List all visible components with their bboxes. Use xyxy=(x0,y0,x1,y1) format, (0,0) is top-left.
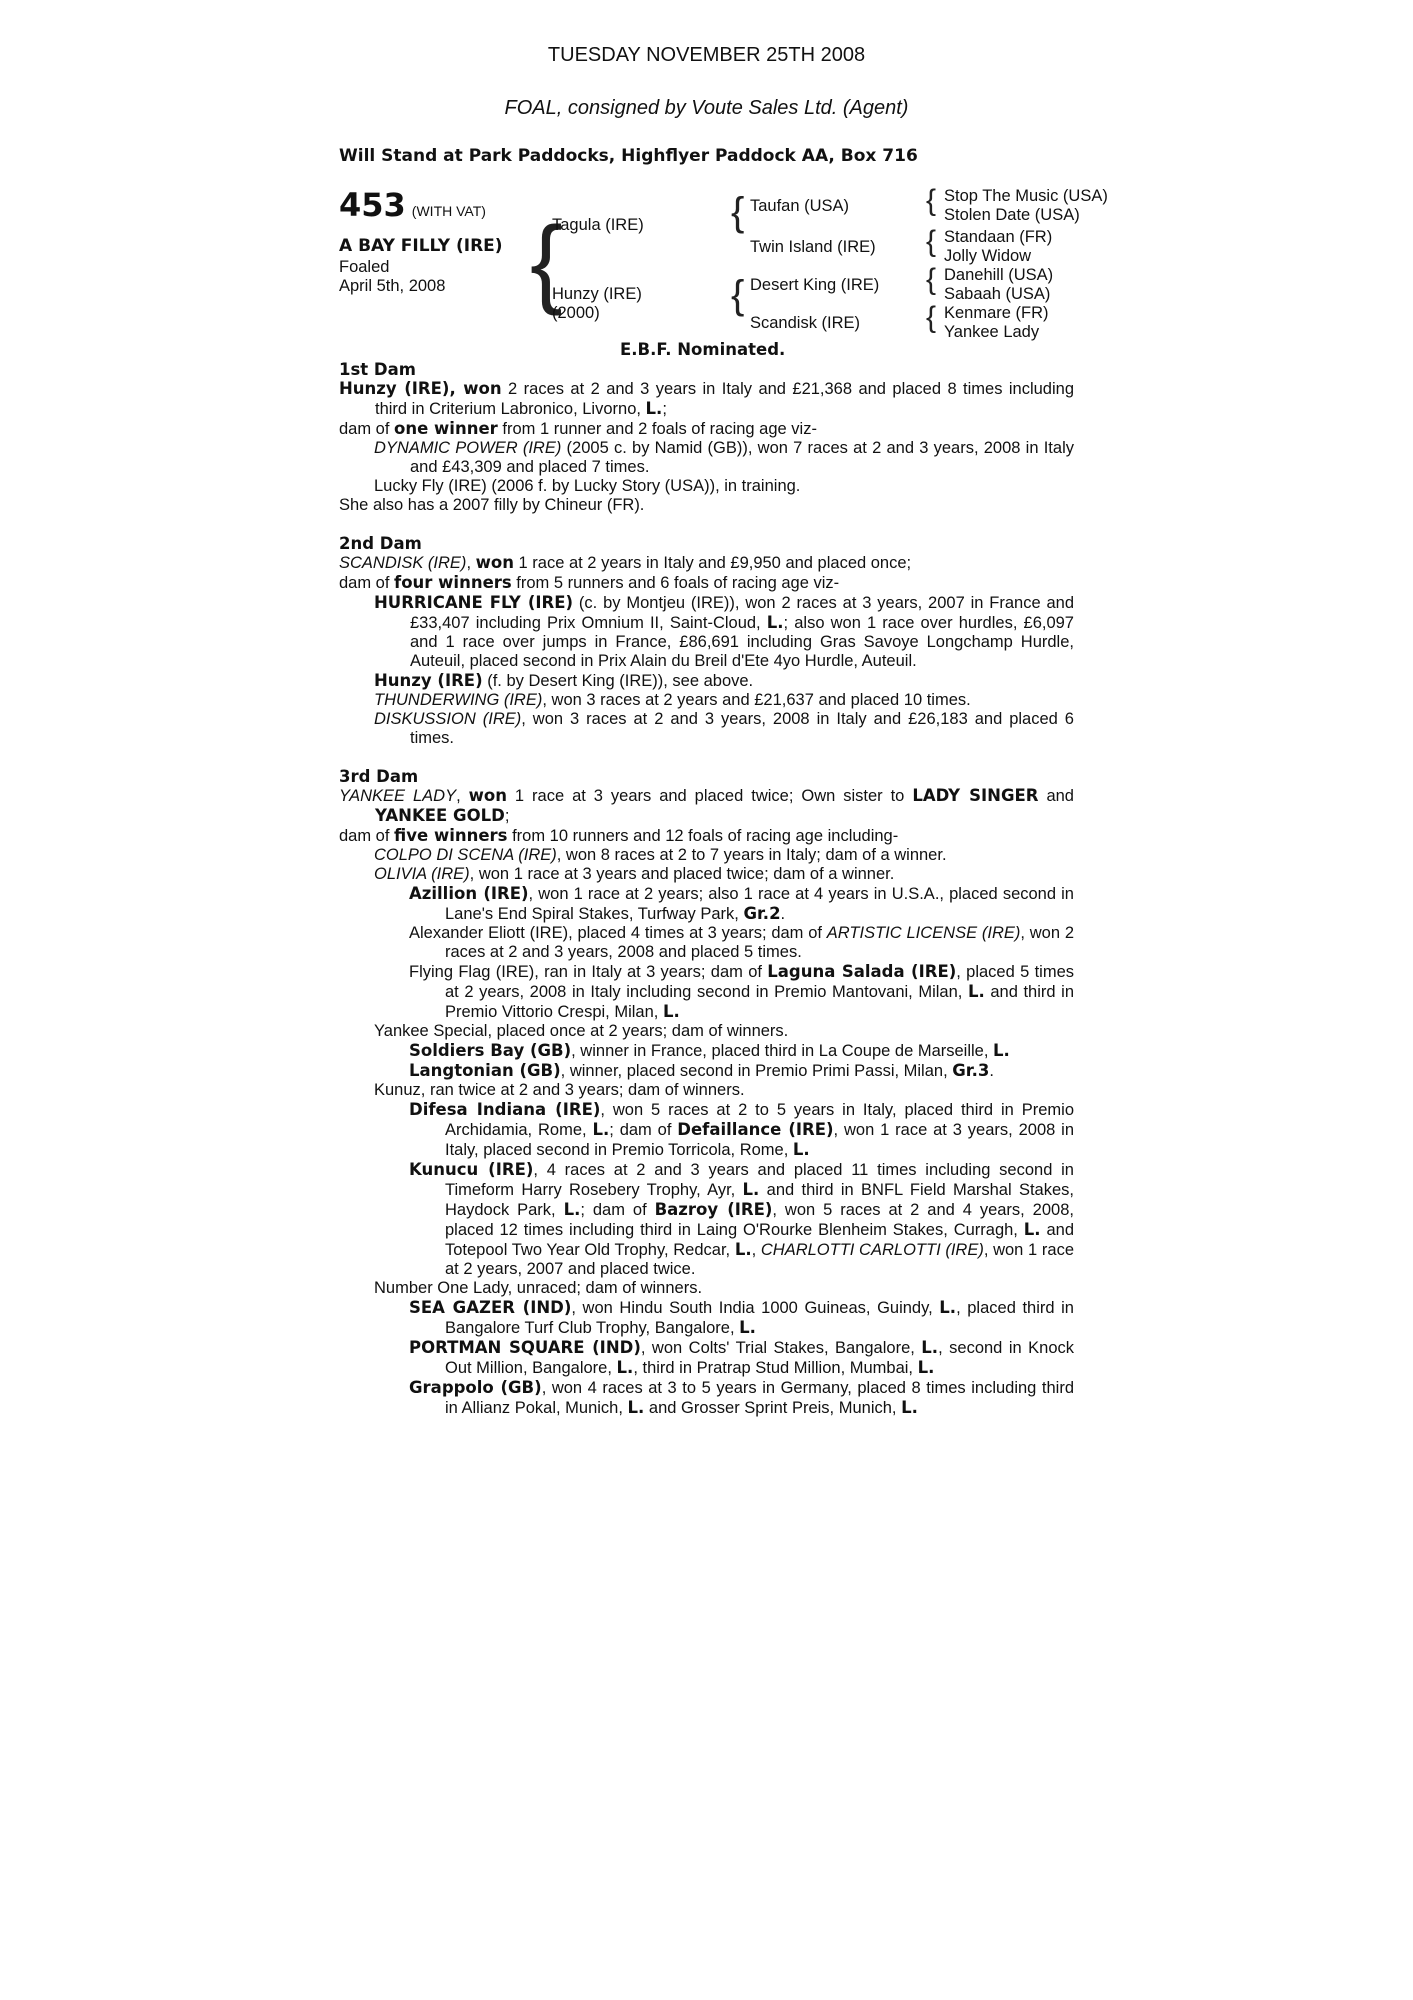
third-dam-foal-2: OLIVIA (IRE), won 1 race at 3 years and placed twice; dam of a winner. xyxy=(374,865,895,883)
first-dam-note: She also has a 2007 filly by Chineur (FR). xyxy=(339,496,645,514)
pedigree-g8: Yankee Lady xyxy=(944,323,1040,341)
third-dam-grandfoal-6: Difesa Indiana (IRE), won 5 races at 2 to 5 years in Italy, placed third in Premio Archidamia, Rome, L.; dam of Defaillance (IRE), won 1 race at 3 years, 2008 in Italy, placed second in Premio Torricola, Rome, L. xyxy=(409,1100,1075,1159)
lot-description: A BAY FILLY (IRE) xyxy=(339,236,503,256)
second-dam-foal-2: Hunzy (IRE) (f. by Desert King (IRE)), see above. xyxy=(374,671,754,690)
dam-brace: { xyxy=(731,273,745,317)
third-dam-grandfoal-7: Kunucu (IRE), 4 races at 2 and 3 years and placed 11 times including second in Timeform Harry Rosebery Trophy, Ayr, L. and third in BNFL Field Marshal Stakes, Haydock Park, L.; dam of Bazroy (IRE), won 5 races at 2 and 4 years, 2008, placed 12 times including third in Laing O'Rourke Blenheim Stakes, Curragh, L. and Totepool Two Year Old Trophy, Redcar, L., CHARLOTTI CARLOTTI (IRE), won 1 race at 2 years, 2007 and placed twice. xyxy=(409,1160,1074,1278)
foaled-date: April 5th, 2008 xyxy=(339,277,446,295)
third-dam-grandfoal-9: PORTMAN SQUARE (IND), won Colts' Trial Stakes, Bangalore, L., second in Knock Out Million, Bangalore, L., third in Pratrap Stud Million, Mumbai, L. xyxy=(409,1338,1074,1377)
pedigree-g1: Stop The Music (USA) xyxy=(944,187,1108,205)
stand-location: Will Stand at Park Paddocks, Highflyer Paddock AA, Box 716 xyxy=(339,146,918,166)
second-dam-foal-1: HURRICANE FLY (IRE) (c. by Montjeu (IRE)), won 2 races at 3 years, 2007 in France and £33,407 including Prix Omnium II, Saint-Cloud, L.; also won 1 race over hurdles, £6,097 and 1 race over jumps in France, £86,691 including Gras Savoye Longchamp Hurdle, Auteuil, placed second in Prix Alain du Breil d'Ete 4yo Hurdle, Auteuil. xyxy=(374,593,1074,670)
pedigree-g4: Jolly Widow xyxy=(944,247,1032,265)
first-dam-foal-1: DYNAMIC POWER (IRE) (2005 c. by Namid (GB)), won 7 races at 2 and 3 years, 2008 in Italy and £43,309 and placed 7 times. xyxy=(374,439,1074,476)
pedigree-brace: { xyxy=(530,206,563,316)
pedigree-g7: Kenmare (FR) xyxy=(944,304,1049,322)
second-dam-heading: 2nd Dam xyxy=(339,534,422,553)
second-dam-record: SCANDISK (IRE), won 1 race at 2 years in Italy and £9,950 and placed once; xyxy=(339,553,912,572)
ebf-note: E.B.F. Nominated. xyxy=(620,340,786,359)
third-dam-foal-5: Number One Lady, unraced; dam of winners. xyxy=(374,1279,703,1297)
vat-note: (WITH VAT) xyxy=(411,203,486,219)
g-brace-4: { xyxy=(926,301,937,334)
third-dam-foal-1: COLPO DI SCENA (IRE), won 8 races at 2 to 7 years in Italy; dam of a winner. xyxy=(374,846,947,864)
foaled-info xyxy=(339,258,445,296)
catalogue-text xyxy=(339,360,1074,1418)
pedigree-dam-dam: Scandisk (IRE) xyxy=(750,314,861,332)
pedigree-dam: Hunzy (IRE) xyxy=(552,285,642,303)
first-dam-foal-2: Lucky Fly (IRE) (2006 f. by Lucky Story (USA)), in training. xyxy=(374,477,801,495)
pedigree-g3: Standaan (FR) xyxy=(944,228,1053,246)
first-dam-heading: 1st Dam xyxy=(339,360,416,379)
pedigree-sire-sire: Taufan (USA) xyxy=(750,197,850,215)
third-dam-grandfoal-1: Azillion (IRE), won 1 race at 2 years; also 1 race at 4 years in U.S.A., placed second in Lane's End Spiral Stakes, Turfway Park, Gr.2. xyxy=(409,884,1074,923)
third-dam-foal-3: Yankee Special, placed once at 2 years; dam of winners. xyxy=(374,1022,789,1040)
third-dam-grandfoal-2: Alexander Eliott (IRE), placed 4 times at 3 years; dam of ARTISTIC LICENSE (IRE), won 2 races at 2 and 3 years, 2008 and placed 5 times. xyxy=(409,924,1075,961)
first-dam-produce: dam of one winner from 1 runner and 2 foals of racing age viz- xyxy=(339,419,817,438)
g-brace-3: { xyxy=(926,263,937,296)
lot-number: 453 xyxy=(339,186,406,224)
third-dam-grandfoal-10: Grappolo (GB), won 4 races at 3 to 5 years in Germany, placed 8 times including third in Allianz Pokal, Munich, L. and Grosser Sprint Preis, Munich, L. xyxy=(409,1378,1074,1417)
pedigree-sire: Tagula (IRE) xyxy=(552,216,644,234)
sale-date: TUESDAY NOVEMBER 25TH 2008 xyxy=(547,44,866,66)
lot-header xyxy=(339,186,486,224)
third-dam-grandfoal-3: Flying Flag (IRE), ran in Italy at 3 years; dam of Laguna Salada (IRE), placed 5 times at 2 years, 2008 in Italy including second in Premio Mantovani, Milan, L. and third in Premio Vittorio Crespi, Milan, L. xyxy=(409,962,1074,1021)
sire-brace: { xyxy=(731,190,745,234)
third-dam-grandfoal-4: Soldiers Bay (GB), winner in France, placed third in La Coupe de Marseille, L. xyxy=(409,1041,1010,1060)
first-dam-record: Hunzy (IRE), won 2 races at 2 and 3 years in Italy and £21,368 and placed 8 times including third in Criterium Labronico, Livorno, L.; xyxy=(339,379,1075,418)
foaled-label: Foaled xyxy=(339,258,390,276)
second-dam-foal-4: DISKUSSION (IRE), won 3 races at 2 and 3 years, 2008 in Italy and £26,183 and placed 6 times. xyxy=(374,710,1074,747)
pedigree-g5: Danehill (USA) xyxy=(944,266,1054,284)
third-dam-heading: 3rd Dam xyxy=(339,767,419,786)
second-dam-produce: dam of four winners from 5 runners and 6 foals of racing age viz- xyxy=(339,573,840,592)
third-dam-produce: dam of five winners from 10 runners and 12 foals of racing age including- xyxy=(339,826,899,845)
g-brace-1: { xyxy=(926,184,937,217)
second-dam-foal-3: THUNDERWING (IRE), won 3 races at 2 years and £21,637 and placed 10 times. xyxy=(374,691,971,709)
third-dam-foal-4: Kunuz, ran twice at 2 and 3 years; dam of winners. xyxy=(374,1081,745,1099)
consignment-line: FOAL, consigned by Voute Sales Ltd. (Agent) xyxy=(504,97,909,119)
pedigree-g2: Stolen Date (USA) xyxy=(944,206,1080,224)
g-brace-2: { xyxy=(926,225,937,258)
third-dam-record: YANKEE LADY, won 1 race at 3 years and placed twice; Own sister to LADY SINGER and YANKEE GOLD; xyxy=(339,786,1074,825)
third-dam-grandfoal-8: SEA GAZER (IND), won Hindu South India 1000 Guineas, Guindy, L., placed third in Bangalore Turf Club Trophy, Bangalore, L. xyxy=(409,1298,1074,1337)
third-dam-grandfoal-5: Langtonian (GB), winner, placed second in Premio Primi Passi, Milan, Gr.3. xyxy=(409,1061,994,1080)
pedigree-dam-year: (2000) xyxy=(552,304,600,322)
pedigree-sire-dam: Twin Island (IRE) xyxy=(750,238,876,256)
pedigree-g6: Sabaah (USA) xyxy=(944,285,1051,303)
pedigree-dam-sire: Desert King (IRE) xyxy=(750,276,880,294)
